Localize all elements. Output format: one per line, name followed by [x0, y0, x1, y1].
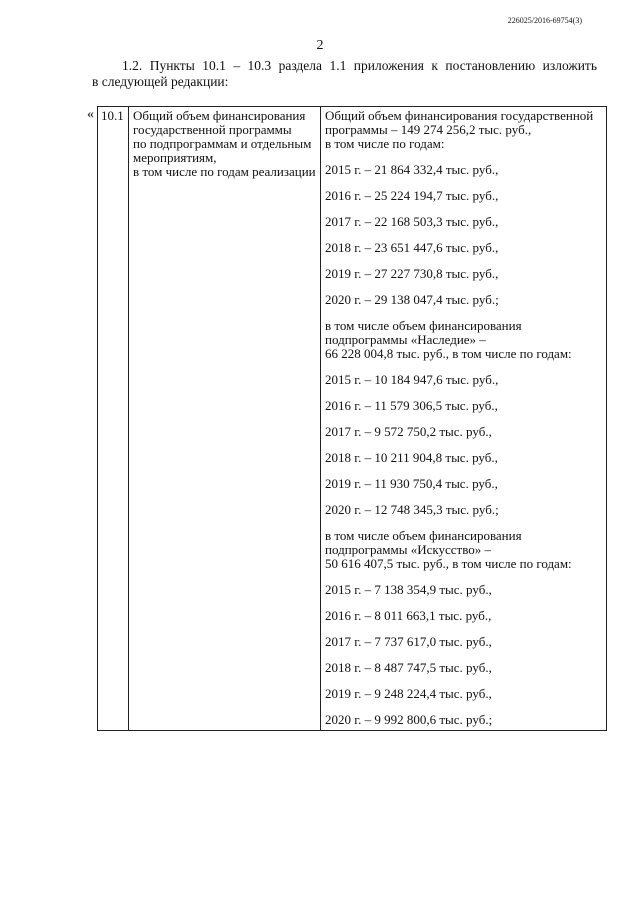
art-year-line: 2015 г. – 7 138 354,9 тыс. руб., — [325, 582, 492, 597]
total-line: Общий объем финансирования государственной — [325, 108, 594, 123]
heritage-line: 66 228 004,8 тыс. руб., в том числе по годам: — [325, 346, 572, 361]
total-year-line: 2015 г. – 21 864 332,4 тыс. руб., — [325, 162, 499, 177]
heritage-year-line: 2020 г. – 12 748 345,3 тыс. руб.; — [325, 502, 499, 517]
total-line: в том числе по годам: — [325, 136, 445, 151]
art-block — [325, 529, 602, 571]
heritage-year-line: 2016 г. – 11 579 306,5 тыс. руб., — [325, 398, 498, 413]
table-row — [98, 107, 607, 731]
financing-table — [97, 106, 607, 731]
total-year-line: 2020 г. – 29 138 047,4 тыс. руб.; — [325, 292, 499, 307]
heritage-year-line: 2018 г. – 10 211 904,8 тыс. руб., — [325, 450, 498, 465]
intro-line-2: в следующей редакции: — [92, 74, 229, 89]
item-name-line: мероприятиям, — [133, 150, 217, 165]
heritage-year-line: 2017 г. – 9 572 750,2 тыс. руб., — [325, 424, 492, 439]
total-year-line: 2017 г. – 22 168 503,3 тыс. руб., — [325, 214, 499, 229]
art-line: 50 616 407,5 тыс. руб., в том числе по годам: — [325, 556, 572, 571]
heritage-year-line: 2019 г. – 11 930 750,4 тыс. руб., — [325, 476, 498, 491]
total-line: программы – 149 274 256,2 тыс. руб., — [325, 122, 532, 137]
art-year-line: 2017 г. – 7 737 617,0 тыс. руб., — [325, 634, 492, 649]
item-name-line: государственной программы — [133, 122, 292, 137]
art-year-line: 2018 г. – 8 487 747,5 тыс. руб., — [325, 660, 492, 675]
page-number: 2 — [316, 38, 324, 53]
art-line: в том числе объем финансирования — [325, 528, 522, 543]
total-block — [325, 109, 602, 151]
art-year-line: 2019 г. – 9 248 224,4 тыс. руб., — [325, 686, 492, 701]
art-line: подпрограммы «Искусство» – — [325, 542, 492, 557]
heritage-line: подпрограммы «Наследие» – — [325, 332, 486, 347]
heritage-line: в том числе объем финансирования — [325, 318, 522, 333]
heritage-block — [325, 319, 602, 361]
art-year-line: 2020 г. – 9 992 800,6 тыс. руб.; — [325, 712, 493, 727]
total-year-line: 2016 г. – 25 224 194,7 тыс. руб., — [325, 188, 499, 203]
item-name-cell — [129, 107, 321, 731]
item-number-cell — [98, 107, 129, 731]
art-year-line: 2016 г. – 8 011 663,1 тыс. руб., — [325, 608, 492, 623]
total-year-line: 2019 г. – 27 227 730,8 тыс. руб., — [325, 266, 499, 281]
item-number: 10.1 — [101, 108, 124, 123]
item-value-cell — [321, 107, 607, 731]
intro-paragraph — [92, 58, 597, 90]
total-year-line: 2018 г. – 23 651 447,6 тыс. руб., — [325, 240, 499, 255]
item-name-line: Общий объем финансирования — [133, 108, 306, 123]
open-quote: « — [87, 107, 94, 122]
intro-line-1: 1.2. Пункты 10.1 – 10.3 раздела 1.1 приложения к постановлению изложить — [122, 58, 597, 73]
item-name-line: в том числе по годам реализации — [133, 164, 316, 179]
item-name-line: по подпрограммам и отдельным — [133, 136, 312, 151]
heritage-year-line: 2015 г. – 10 184 947,6 тыс. руб., — [325, 372, 499, 387]
document-number: 226025/2016-69754(3) — [507, 16, 582, 25]
